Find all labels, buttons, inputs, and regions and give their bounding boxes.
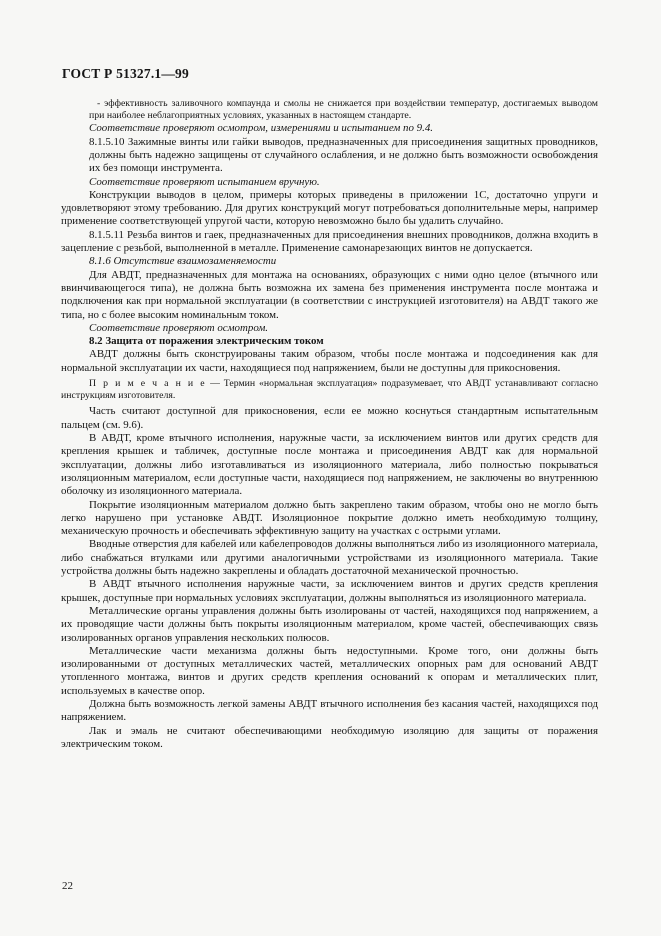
paragraph-inlet-openings: Вводные отверстия для кабелей или кабелепроводов должны выполняться либо из изоляционного материала, либо снабжаться втулками или другими аналогичными устройствами из изоляционного материала. Такие устройства должны быть надежно закреплены и обладать достаточной механической прочностью. (61, 538, 598, 578)
paragraph-external-parts: В АВДТ, кроме втычного исполнения, наружные части, за исключением винтов или других средств для крепления крышек и табличек, доступные после монтажа и присоединения АВДТ как для нормальной эксплуатации, должны либо изготавливаться из изоляционного материала, либо полностью покрываться изоляционным материалом, если доступные части, находящиеся под напряжением, не заключены во внутреннюю оболочку из изоляционного материала. (61, 432, 598, 498)
paragraph-insulating-cover: Покрытие изоляционным материалом должно быть закреплено таким образом, чтобы оно не могло быть легко нарушено при установке АВДТ. Изоляционное покрытие должно иметь необходимую толщину, механическую прочность и обеспечивать эффективную защиту на участках с острыми углами. (61, 498, 598, 538)
paragraph-compliance-manual: Соответствие проверяют испытанием вручную. (89, 175, 320, 188)
paragraph-non-interchangeability: Для АВДТ, предназначенных для монтажа на основаниях, образующих с ними одно целое (втычного или ввинчивающегося типа), не должна быть возможна их замена без применения инструмента после монтажа и подключения как при нормальной эксплуатации (в соответствии с инструкцией изготовителя) на АВДТ такого же типа, но с более высоким номинальным током. (61, 268, 598, 321)
paragraph-compliance-9-4: Соответствие проверяют осмотром, измерениями и испытанием по 9.4. (89, 122, 434, 135)
document-header: ГОСТ Р 51327.1—99 (62, 66, 189, 81)
paragraph-compound-effectiveness: - эффективность заливочного компаунда и смолы не снижается при воздействии температур, достигаемых выводом при наиболее неблагоприятных условиях, указанных в настоящем стандарте. (89, 98, 598, 122)
paragraph-8-1-5-11: 8.1.5.11 Резьба винтов и гаек, предназначенных для присоединения внешних проводников, должна входить в зацепление с резьбой, выполненной в металле. Применение самонарезающих винтов не допускается. (61, 228, 598, 255)
heading-8-1-6: 8.1.6 Отсутствие взаимозаменяемости (89, 255, 277, 268)
paragraph-lacquer-enamel: Лак и эмаль не считают обеспечивающими необходимую изоляцию для защиты от поражения электрическим током. (61, 724, 598, 750)
paragraph-accessible-part: Часть считают доступной для прикосновения, если ее можно коснуться стандартным испытательным пальцем (см. 9.6). (61, 405, 598, 431)
paragraph-8-1-5-10 (61, 136, 598, 176)
page-number: 22 (62, 880, 73, 892)
note-normal-operation (61, 378, 598, 402)
paragraph-metal-controls: Металлические органы управления должны быть изолированы от частей, находящихся под напряжением, а их проводящие части должны быть покрыты изоляционным материалом, кроме частей, обеспечивающих связь изолированных органов управления нескольких полюсов. (61, 604, 598, 644)
paragraph-compliance-inspection: Соответствие проверяют осмотром. (89, 321, 269, 334)
note-label: П р и м е ч а н и е (89, 378, 207, 390)
paragraph-construction-requirement: АВДТ должны быть сконструированы таким образом, чтобы после монтажа и подсоединения как для нормальной эксплуатации их части, находящиеся под напряжением, были не доступны для прикосновения. (61, 348, 598, 374)
heading-8-2: 8.2 Защита от поражения электрическим током (89, 335, 324, 348)
paragraph-mechanism-parts: Металлические части механизма должны быть недоступными. Кроме того, они должны быть изолированными от доступных металлических частей, металлических опорных рам для оснований АВДТ утопленного монтажа, винтов и других средств крепления оснований к опорам и металлических плит, используемых в качестве опор. (61, 644, 598, 697)
paragraph-easy-replacement: Должна быть возможность легкой замены АВДТ втычного исполнения без касания частей, находящихся под напряжением. (61, 697, 598, 724)
document-body (61, 98, 598, 751)
paragraph-terminal-designs: Конструкции выводов в целом, примеры которых приведены в приложении 1С, достаточно упруги и удовлетворяют этому требованию. Для других конструкций могут потребоваться дополнительные меры, например применение соответствующей упругой части, которую невозможно было бы удалить случайно. (61, 188, 598, 228)
paragraph-plug-in-external: В АВДТ втычного исполнения наружные части, за исключением винтов и других средств крепления крышек, доступные при нормальных условиях эксплуатации, должны выполняться из изоляционного материала. (61, 578, 598, 604)
paragraph-8-1-5-10-text: 8.1.5.10 Зажимные винты или гайки выводов, предназначенных для присоединения защитных проводников, должны быть надежно защищены от случайного ослабления, и не должно быть возможности освобождения их без помощи инструмента. (89, 135, 598, 175)
note-text: — Термин «нормальная эксплуатация» подразумевает, что АВДТ устанавливают согласно инструкциям изготовителя. (61, 378, 598, 402)
